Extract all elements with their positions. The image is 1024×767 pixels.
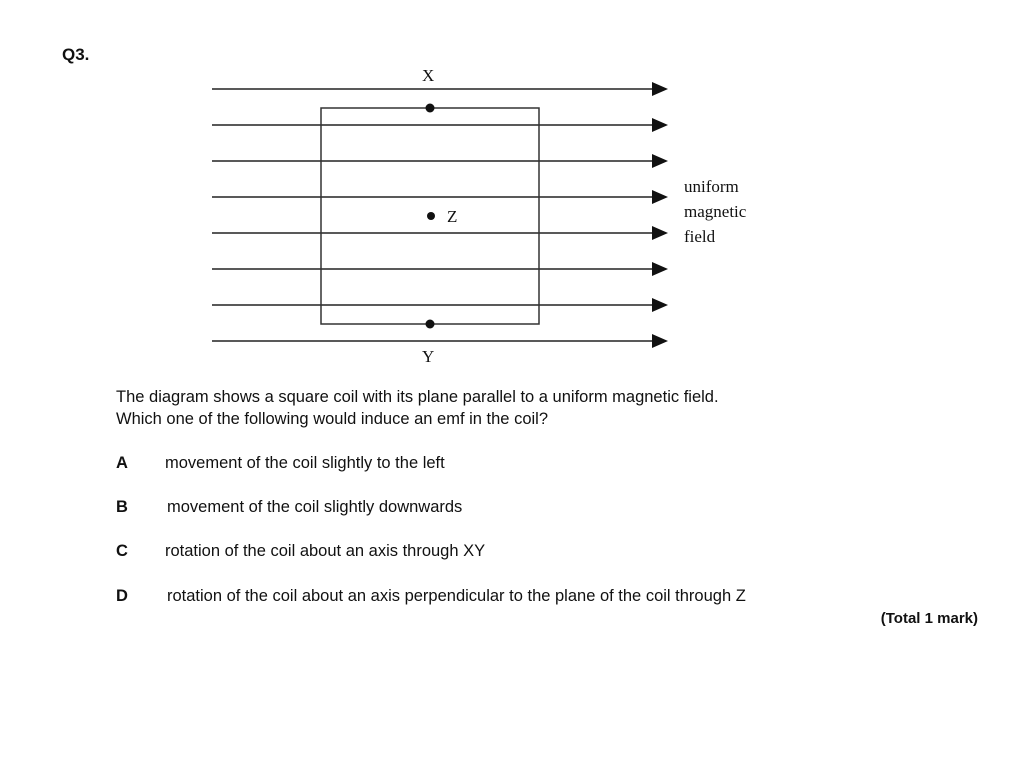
label-z: Z: [447, 207, 458, 226]
field-arrowhead: [652, 82, 668, 96]
point-x-dot: [426, 104, 435, 113]
option-c-letter: C: [116, 542, 128, 560]
field-arrowhead: [652, 298, 668, 312]
point-y-dot: [426, 320, 435, 329]
stem-line-2: Which one of the following would induce an emf in the coil?: [116, 410, 549, 428]
field-arrowhead: [652, 334, 668, 348]
label-x: X: [422, 66, 435, 85]
magnetic-field-lines: [212, 82, 668, 348]
field-arrowhead: [652, 190, 668, 204]
field-label-line-1: uniform: [684, 177, 739, 196]
question-number: Q3.: [62, 45, 90, 64]
option-d-text: rotation of the coil about an axis perpendicular to the plane of the coil through Z: [167, 587, 746, 605]
option-d-letter: D: [116, 587, 128, 605]
field-arrowhead: [652, 118, 668, 132]
field-arrowhead: [652, 154, 668, 168]
field-arrowhead: [652, 226, 668, 240]
option-b-letter: B: [116, 498, 128, 516]
stem-line-1: The diagram shows a square coil with its plane parallel to a uniform magnetic field.: [116, 388, 719, 406]
coil-diagram: [0, 0, 1024, 380]
option-a-text: movement of the coil slightly to the left: [165, 454, 445, 472]
question-stem: [116, 386, 876, 430]
option-b-text: movement of the coil slightly downwards: [167, 498, 463, 516]
total-mark: (Total 1 mark): [880, 610, 978, 627]
option-c-text: rotation of the coil about an axis through XY: [165, 542, 486, 560]
point-z-dot: [427, 212, 435, 220]
label-y: Y: [422, 347, 435, 366]
option-a-letter: A: [116, 454, 128, 472]
field-label-line-2: magnetic: [684, 202, 747, 221]
field-arrowhead: [652, 262, 668, 276]
field-label-line-3: field: [684, 227, 716, 246]
